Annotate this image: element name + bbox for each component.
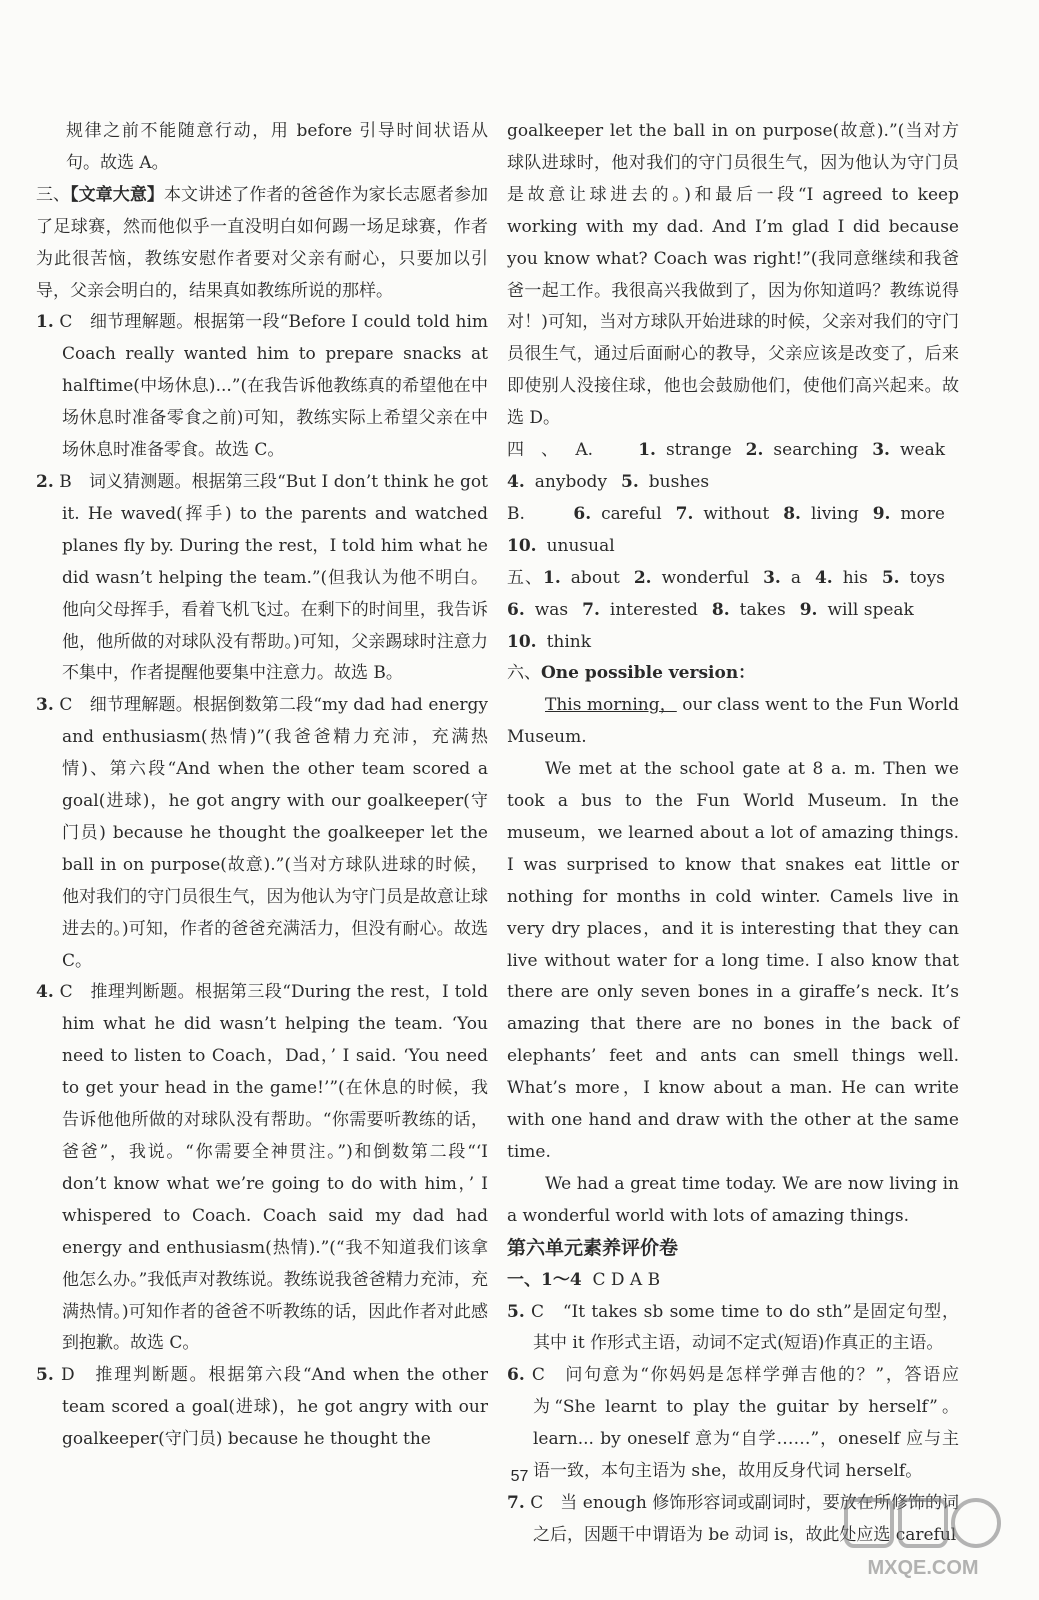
answer-item-4 xyxy=(36,977,488,1360)
answer-number: 10. xyxy=(507,631,537,652)
unit-section-1 xyxy=(507,1265,959,1297)
answer-entry xyxy=(763,563,801,595)
item-number: 6. xyxy=(507,1365,525,1386)
section-5 xyxy=(507,563,959,659)
item-text: C 细节理解题。根据倒数第二段“my dad had energy and enthusiasm(热情)”(我爸爸精力充沛，充满热情)、第六段“And when the other team scored a goal(进球)，he got angry with our goalkeeper(守门员) because he thought the goalkeeper let the ball in on purpose(故意).”(当对方球队进球的时候，他对我们的守门员很生气，因为他认为守门员是故意让球进去的。)可知，作者的爸爸充满活力，但没有耐心。故选 C。 xyxy=(59,695,489,971)
answer-entry xyxy=(800,595,914,627)
answer-number: 8. xyxy=(783,503,801,524)
answer-word: anybody xyxy=(534,471,608,492)
essay-paragraph-3: We had a great time today. We are now living in a wonderful world with lots of amazing things. xyxy=(507,1173,959,1226)
item-text: D 推理判断题。根据第六段“And when the other team scored a goal(进球)，he got angry with our goalkeeper(守门员) because he thought the xyxy=(61,1365,488,1450)
answer-number: 2. xyxy=(745,440,764,461)
answer-entry xyxy=(507,531,615,563)
answer-number: 7. xyxy=(675,503,694,524)
answer-word: a xyxy=(790,567,801,588)
unit-six-title: 第六单元素养评价卷 xyxy=(507,1236,679,1259)
section-5-label: 五、 xyxy=(507,567,544,588)
unit-section-1-answers: C D A B xyxy=(592,1269,661,1290)
essay-paragraph-1 xyxy=(507,690,959,754)
answer-word: about xyxy=(570,567,620,588)
answer-word: bushes xyxy=(648,471,710,492)
answer-word: will speak xyxy=(827,599,914,620)
answer-entry xyxy=(815,563,868,595)
item-number: 3. xyxy=(36,695,54,716)
section-3-heading: 【文章大意】 xyxy=(70,184,164,205)
answer-number: 4. xyxy=(507,471,525,492)
section-3-body: 本文讲述了作者的爸爸作为家长志愿者参加了足球赛，然而他似乎一直没明白如何踢一场足球赛，作者为此很苦恼，教练安慰作者要对父亲有耐心，只要加以引导，父亲会明白的，结果真如教练所说的那样。 xyxy=(36,184,489,301)
answer-entry xyxy=(507,595,568,627)
answer-word: wonderful xyxy=(661,567,750,588)
answer-entry xyxy=(872,435,945,467)
answer-number: 5. xyxy=(881,567,900,588)
scan-speck xyxy=(196,80,202,86)
left-column xyxy=(36,116,488,1456)
answer-item-5-continued: goalkeeper let the ball in on purpose(故意).”(当对方球队进球时，他对我们的守门员很生气，因为他认为守门员是故意让球进去的。)和最后一段“I agreed to keep working with my dad. And I’m glad I did because you know what? Coach was right!”(我同意继续和我爸爸一起工作。我很高兴我做到了，因为你知道吗？教练说得对！)可知，当对方球队开始进球的时候，父亲对我们的守门员很生气，通过后面耐心的教导，父亲应该是改变了，后来即使别人没接住球，他也会鼓励他们，使他们高兴起来。故选 D。 xyxy=(507,121,959,429)
item-number: 1. xyxy=(36,312,54,333)
answer-entry xyxy=(873,499,945,531)
answer-entry xyxy=(783,499,859,531)
item-number: 5. xyxy=(36,1365,54,1386)
answer-entry xyxy=(882,563,945,595)
answer-number: 9. xyxy=(799,599,818,620)
answer-word: was xyxy=(534,599,569,620)
section-6-heading xyxy=(507,658,959,690)
answer-entry xyxy=(638,435,731,467)
answer-item-3 xyxy=(36,690,488,977)
intro-paragraph: 规律之前不能随意行动，用 before 引导时间状语从句。故选 A。 xyxy=(66,121,488,173)
answer-number: 6. xyxy=(507,599,525,620)
answer-entry xyxy=(746,435,859,467)
answer-number: 9. xyxy=(872,503,891,524)
watermark-logo xyxy=(838,1494,1008,1582)
answer-entry xyxy=(573,499,661,531)
section-4-label: 四、A. xyxy=(507,440,594,461)
answer-word: unusual xyxy=(546,535,615,556)
answer-number: 8. xyxy=(711,599,730,620)
answer-number: 4. xyxy=(814,567,833,588)
answer-number: 5. xyxy=(621,471,639,492)
item-number: 7. xyxy=(507,1492,525,1513)
item-number: 4. xyxy=(36,982,54,1003)
section-4-part-b xyxy=(507,499,959,563)
answer-entry xyxy=(507,627,591,659)
answer-word: strange xyxy=(665,440,732,461)
item-number: 2. xyxy=(36,471,54,492)
answer-entry xyxy=(582,595,698,627)
answer-number: 1. xyxy=(543,567,561,588)
item-text: C 细节理解题。根据第一段“Before I could told him Coach really wanted him to prepare snacks at halftime(中场休息)...”(在我告诉他教练真的希望他在中场休息时准备零食之前)可知，教练实际上希望父亲在中场休息时准备零食。故选 C。 xyxy=(59,312,489,461)
answer-number: 3. xyxy=(763,567,781,588)
section-6-label: 六、 xyxy=(507,663,541,684)
unit-item-5 xyxy=(507,1297,959,1361)
section-6-title: One possible version： xyxy=(541,663,756,684)
page-number: 57 xyxy=(510,1468,529,1485)
answer-item-2 xyxy=(36,467,488,690)
answer-number: 6. xyxy=(573,503,592,524)
right-column xyxy=(507,116,959,1552)
answer-item-1 xyxy=(36,307,488,467)
answer-number: 1. xyxy=(638,440,656,461)
answer-word: more xyxy=(900,503,945,524)
essay-paragraph-2: We met at the school gate at 8 a. m. Then we took a bus to the Fun World Museum. In the museum，we learned about a lot of amazing things. I was surprised to know that snakes eat little or nothing for months in cold winter. Camels live in very dry places，and it is interesting that they can live without water for a long time. I also know that there are only seven bones in a giraffe’s neck. It’s amazing that there are no bones in the back of elephants’ feet and ants can smell things well. What’s more，I know about a man. He can write with one hand and draw with the other at the same time. xyxy=(507,759,959,1162)
answer-entry xyxy=(676,499,770,531)
answer-word: weak xyxy=(899,440,946,461)
essay-underlined-phrase: This morning， xyxy=(545,695,677,716)
answer-item-5 xyxy=(36,1360,488,1456)
watermark-text: MXQE.COM xyxy=(867,1557,979,1579)
essay-p1-rest: our class went to the Fun World Museum. xyxy=(507,695,959,748)
answer-word: interested xyxy=(609,599,698,620)
answer-entry xyxy=(712,595,786,627)
answer-word: toys xyxy=(909,567,945,588)
answer-word: without xyxy=(703,503,770,524)
item-text: C 问句意为“你妈妈是怎样学弹吉他的？”，答语应为“She learnt to play the guitar by herself”。learn... by oneself 意为“自学……”，oneself 应与主语一致，本句主语为 she，故用反身代词 herself。 xyxy=(531,1365,960,1482)
answer-word: careful xyxy=(601,503,662,524)
section-4b-label: B. xyxy=(507,503,525,524)
answer-entry xyxy=(621,467,709,499)
item-text: C 推理判断题。根据第三段“During the rest，I told him what he did wasn’t helping the team. ‘You need to listen to Coach，Dad，’ I said. ‘You need to get your head in the game!’”(在休息的时候，我告诉他他所做的对球队没有帮助。“你需要听教练的话，爸爸”，我说。“你需要全神贯注。”)和倒数第二段“‘I don’t know what we’re going to do with him，’ I whispered to Coach. Coach said my dad had energy and enthusiasm(热情).”(“我不知道我们该拿他怎么办。”我低声对教练说。教练说我爸爸精力充沛，充满热情。)可知作者的爸爸不听教练的话，因此作者对此感到抱歉。故选 C。 xyxy=(59,982,488,1354)
item-text: C “It takes sb some time to do sth”是固定句型，其中 it 作形式主语，动词不定式(短语)作真正的主语。 xyxy=(531,1301,960,1354)
item-text: C 当 enough 修饰形容词或副词时，要放在所修饰的词之后，因题干中谓语为 be 动词 is，故此处应选 careful xyxy=(530,1492,959,1545)
answer-number: 3. xyxy=(872,440,890,461)
answer-entry xyxy=(543,563,620,595)
answer-word: think xyxy=(546,631,592,652)
section-3-label: 三、 xyxy=(36,184,71,205)
section-3-summary xyxy=(36,180,488,308)
answer-word: takes xyxy=(739,599,786,620)
section-4-part-a xyxy=(507,435,959,499)
answer-entry xyxy=(634,563,749,595)
section-5-answers xyxy=(507,568,959,652)
answer-entry xyxy=(507,467,607,499)
answer-number: 7. xyxy=(582,599,600,620)
answer-number: 2. xyxy=(633,567,652,588)
item-number: 5. xyxy=(507,1301,525,1322)
item-text: B 词义猜测题。根据第三段“But I don’t think he got it. He waved(挥手) to the parents and watched planes fly by. During the rest，I told him what he did wasn’t helping the team.”(但我认为他不明白。他向父母挥手，看着飞机飞过。在剩下的时间里，我告诉他，他所做的对球队没有帮助。)可知，父亲踢球时注意力不集中，作者提醒他要集中注意力。故选 B。 xyxy=(59,471,489,684)
answer-word: his xyxy=(842,567,868,588)
answer-word: living xyxy=(810,503,859,524)
section-4b-answers xyxy=(507,504,959,556)
answer-number: 10. xyxy=(507,535,537,556)
unit-section-1-label: 一、1～4 xyxy=(507,1269,582,1290)
answer-word: searching xyxy=(773,440,859,461)
